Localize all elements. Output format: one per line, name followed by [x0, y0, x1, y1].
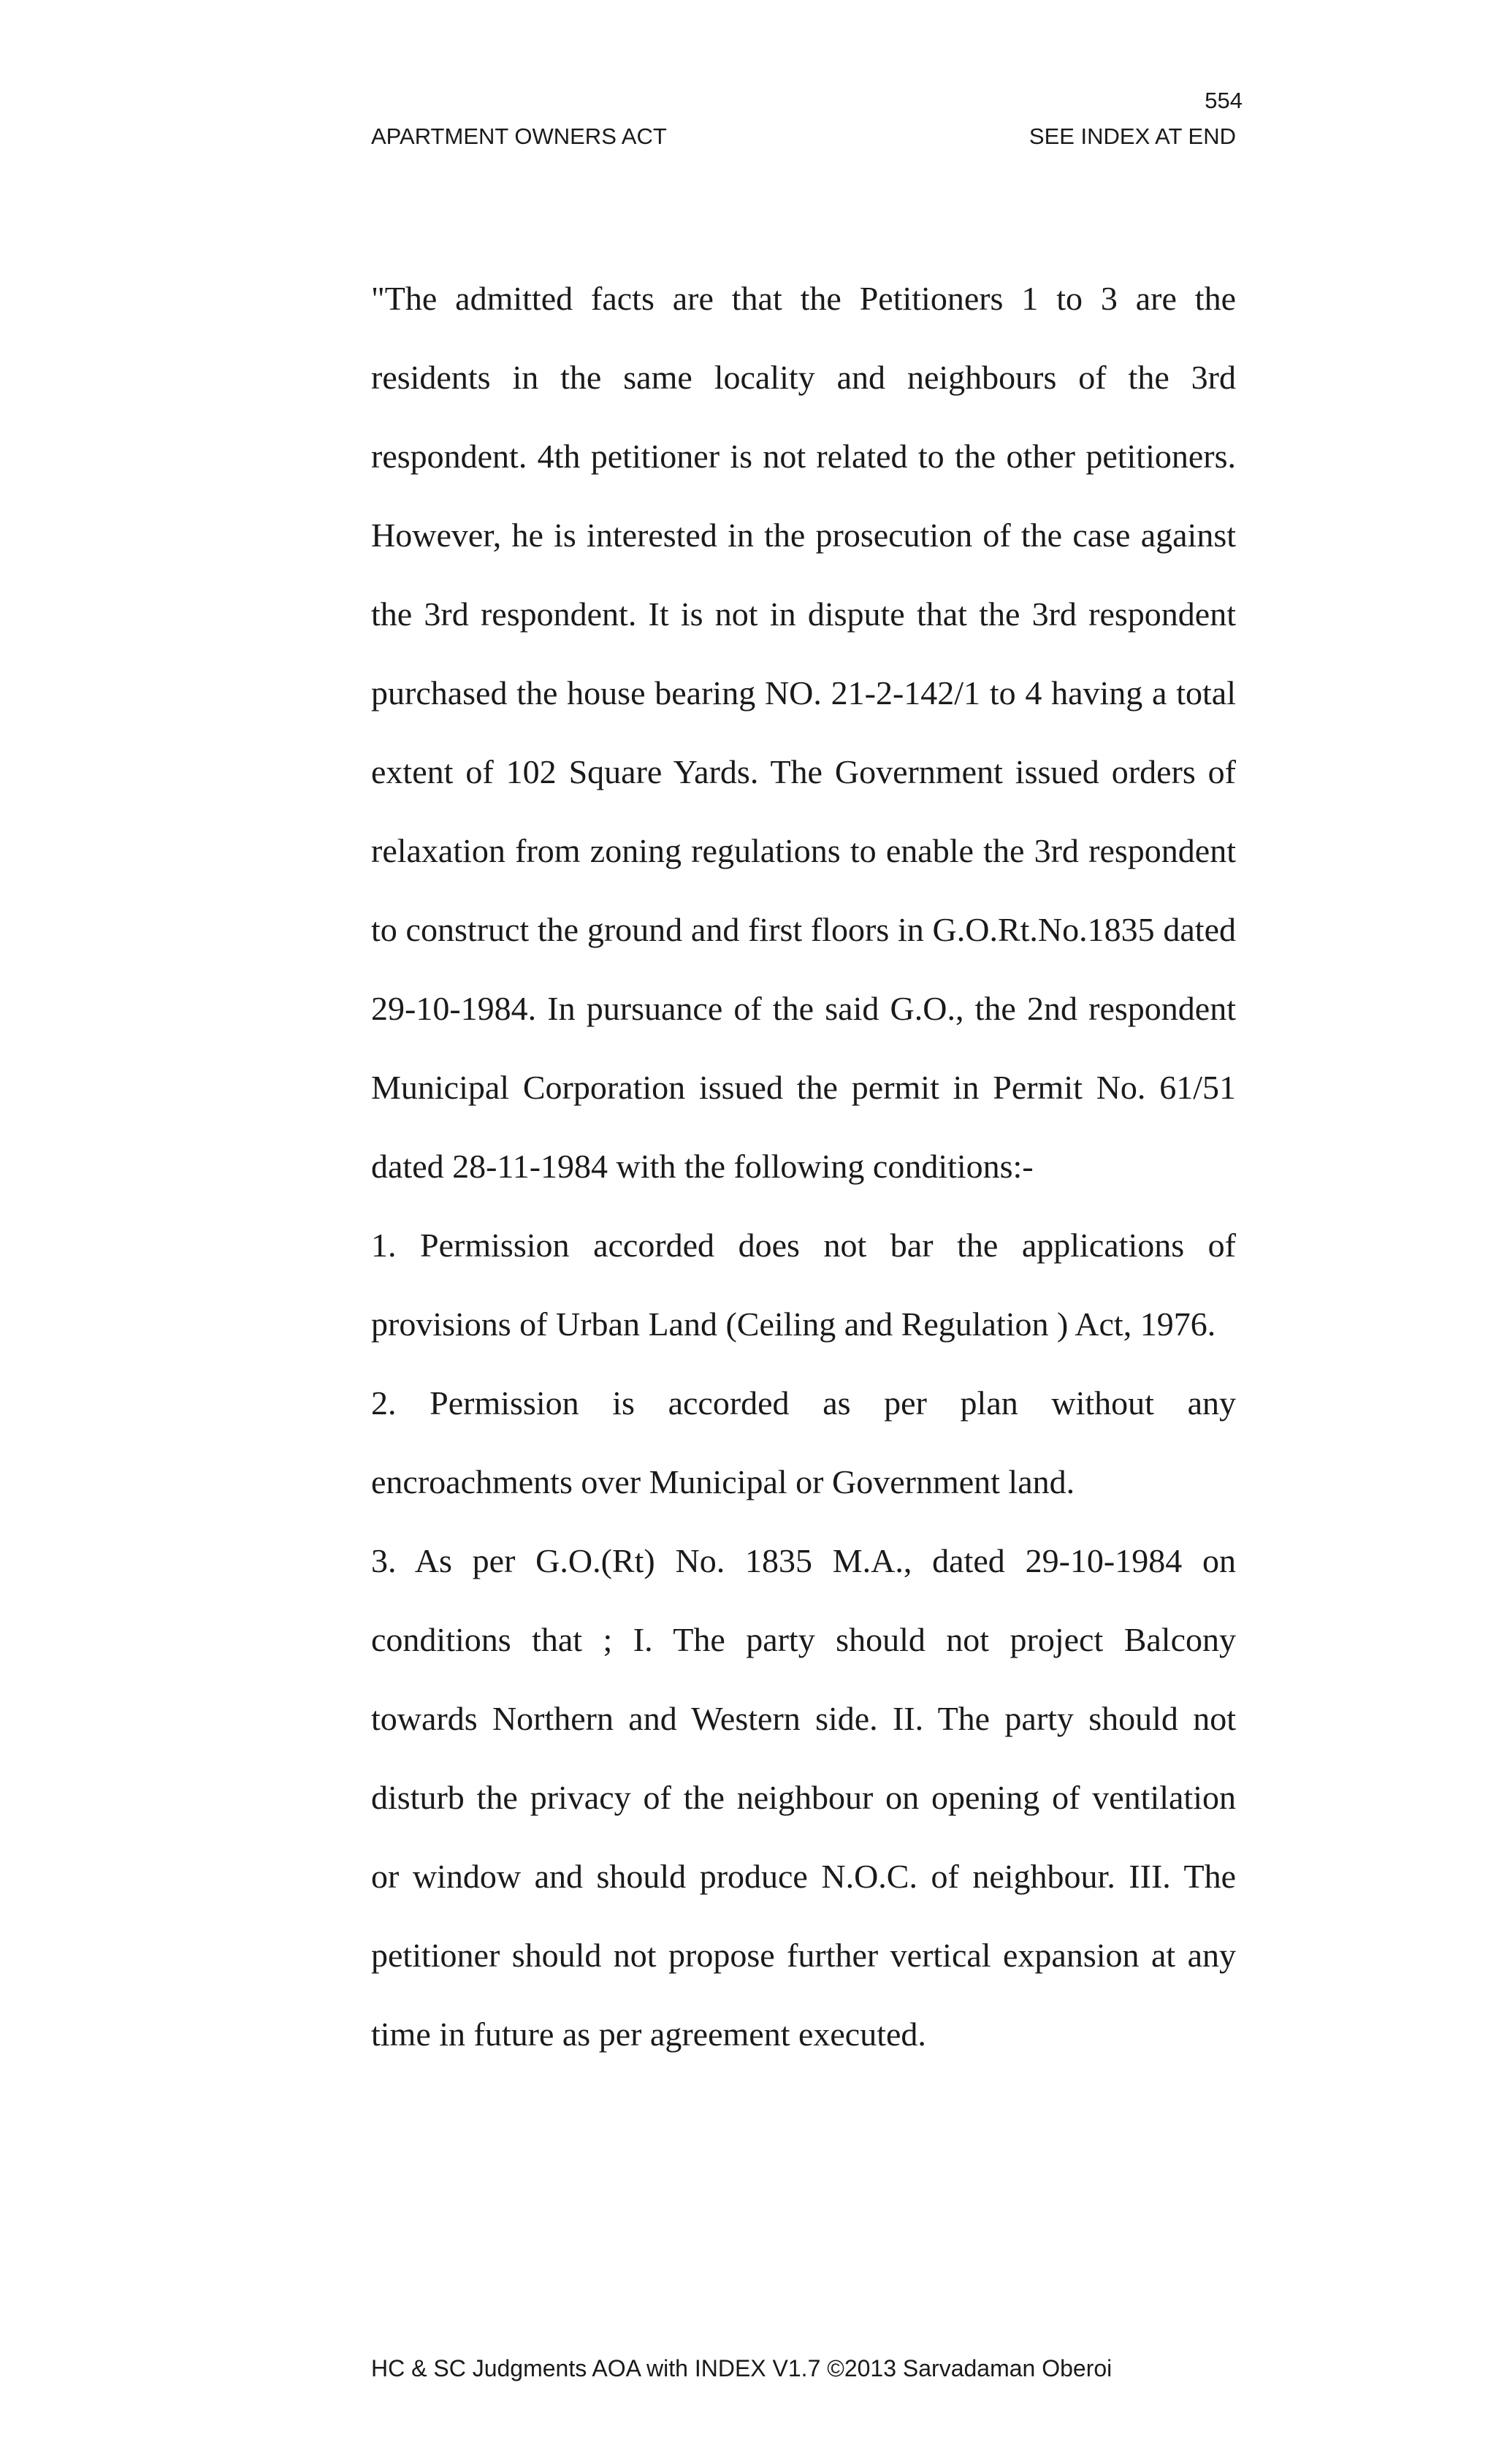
- running-header: [371, 125, 1236, 148]
- page-number: 554: [1205, 88, 1243, 113]
- paragraph-condition-3: 3. As per G.O.(Rt) No. 1835 M.A., dated 29-10-1984 on conditions that ; I. The party should not project Balcony towards Northern and Western side. II. The party should not disturb the privacy of the neighbour on opening of ventilation or window and should produce N.O.C. of neighbour. III. The petitioner should not propose further vertical expansion at any time in future as per agreement executed.: [371, 1542, 1236, 2053]
- paragraph-condition-2: 2. Permission is accorded as per plan without any encroachments over Municipal or Government land.: [371, 1384, 1236, 1500]
- header-left-title: APARTMENT OWNERS ACT: [371, 123, 667, 149]
- page-footer: HC & SC Judgments AOA with INDEX V1.7 ©2013 Sarvadaman Oberoi: [371, 2355, 1113, 2381]
- paragraph-admitted-facts: "The admitted facts are that the Petitioners 1 to 3 are the residents in the same locality and neighbours of the 3rd respondent. 4th petitioner is not related to the other petitioners. However, he is interested in the prosecution of the case against the 3rd respondent. It is not in dispute that the 3rd respondent purchased the house bearing NO. 21-2-142/1 to 4 having a total extent of 102 Square Yards. The Government issued orders of relaxation from zoning regulations to enable the 3rd respondent to construct the ground and first floors in G.O.Rt.No.1835 dated 29-10-1984. In pursuance of the said G.O., the 2nd respondent Municipal Corporation issued the permit in Permit No. 61/51 dated 28-11-1984 with the following conditions:-: [371, 280, 1236, 1185]
- paragraph-condition-1: 1. Permission accorded does not bar the applications of provisions of Urban Land (Ceiling and Regulation ) Act, 1976.: [371, 1227, 1236, 1343]
- header-right-note: SEE INDEX AT END: [1028, 123, 1236, 149]
- document-body: [371, 259, 1236, 2074]
